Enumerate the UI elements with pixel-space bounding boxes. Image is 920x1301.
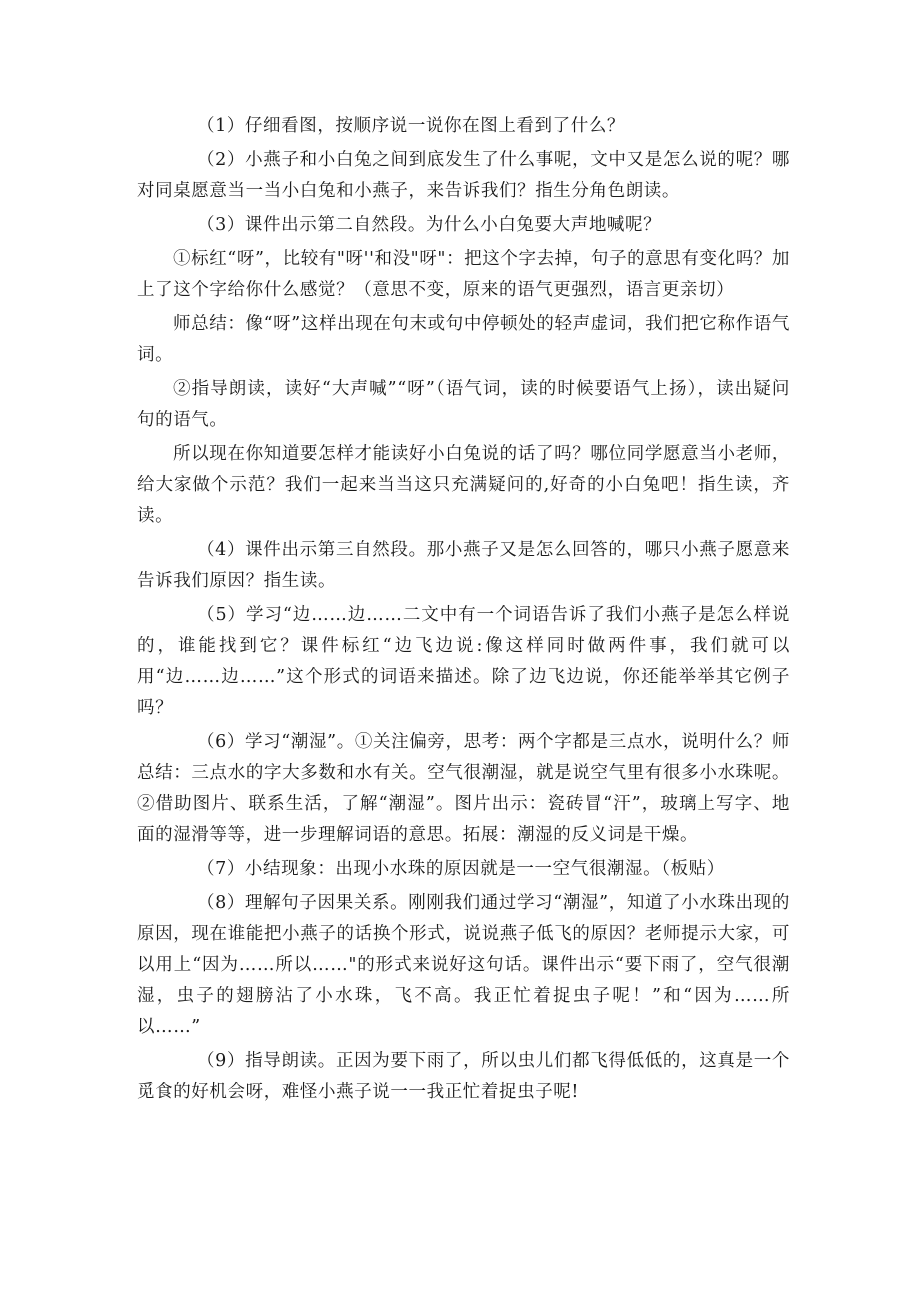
paragraph-step-4: （4）课件出示第三自然段。那小燕子又是怎么回答的，哪只小燕子愿意来告诉我们原因？指生读。 [137, 540, 790, 591]
paragraph-step-6: （6）学习“潮湿”。①关注偏旁，思考：两个字都是三点水，说明什么？师总结：三点水的字大多数和水有关。空气很潮湿，就是说空气里有很多小水珠呢。②借助图片、联系生活，了解“潮湿”。图片出示：瓷砖冒“汗”，玻璃上写字、地面的湿滑等等，进一步理解词语的意思。拓展：潮湿的反义词是干燥。 [137, 732, 790, 845]
paragraph-step-2: （2）小燕子和小白兔之间到底发生了什么事呢，文中又是怎么说的呢？哪对同桌愿意当一当小白兔和小燕子，来告诉我们？指生分角色朗读。 [137, 150, 790, 201]
paragraph-teacher-summary: 师总结：像“呀”这样出现在句末或句中停顿处的轻声虚词，我们把它称作语气词。 [137, 314, 790, 365]
paragraph-little-teacher: 所以现在你知道要怎样才能读好小白兔说的话了吗？哪位同学愿意当小老师，给大家做个示范？我们一起来当当这只充满疑问的,好奇的小白兔吧！指生读，齐读。 [137, 444, 790, 526]
paragraph-compare-ya: ①标红“呀”，比较有"呀''和没"呀"：把这个字去掉，句子的意思有变化吗？加上了这个字给你什么感觉？（意思不变，原来的语气更强烈，语言更亲切） [137, 249, 790, 300]
paragraph-step-3: （3）课件出示第二自然段。为什么小白兔要大声地喊呢？ [197, 215, 662, 235]
paragraph-step-8: （8）理解句子因果关系。刚刚我们通过学习“潮湿”，知道了小水珠出现的原因，现在谁能把小燕子的话换个形式，说说燕子低飞的原因？老师提示大家，可以用上“因为……所以……"的形式来说好这句话。课件出示“要下雨了，空气很潮湿，虫子的翅膀沾了小水珠，飞不高。我正忙着捉虫子呢！”和“因为……所以……” [137, 893, 790, 1037]
paragraph-step-7: （7）小结现象：出现小水珠的原因就是一一空气很潮湿。（板贴） [197, 859, 725, 879]
paragraph-step-9: （9）指导朗读。正因为要下雨了，所以虫儿们都飞得低低的，这真是一个觅食的好机会呀，难怪小燕子说一一我正忙着捉虫子呢! [137, 1051, 790, 1102]
paragraph-guided-reading: ②指导朗读，读好“大声喊”“呀”（语气词，读的时候要语气上扬），读出疑问句的语气。 [137, 379, 790, 430]
paragraph-step-1: （1）仔细看图，按顺序说一说你在图上看到了什么？ [197, 116, 626, 136]
paragraph-step-5: （5）学习“边……边……二文中有一个词语告诉了我们小燕子是怎么样说的，谁能找到它？课件标红“边飞边说:像这样同时做两件事，我们就可以用“边……边……”这个形式的词语来描述。除了边飞边说，你还能举举其它例子吗？ [137, 605, 790, 718]
